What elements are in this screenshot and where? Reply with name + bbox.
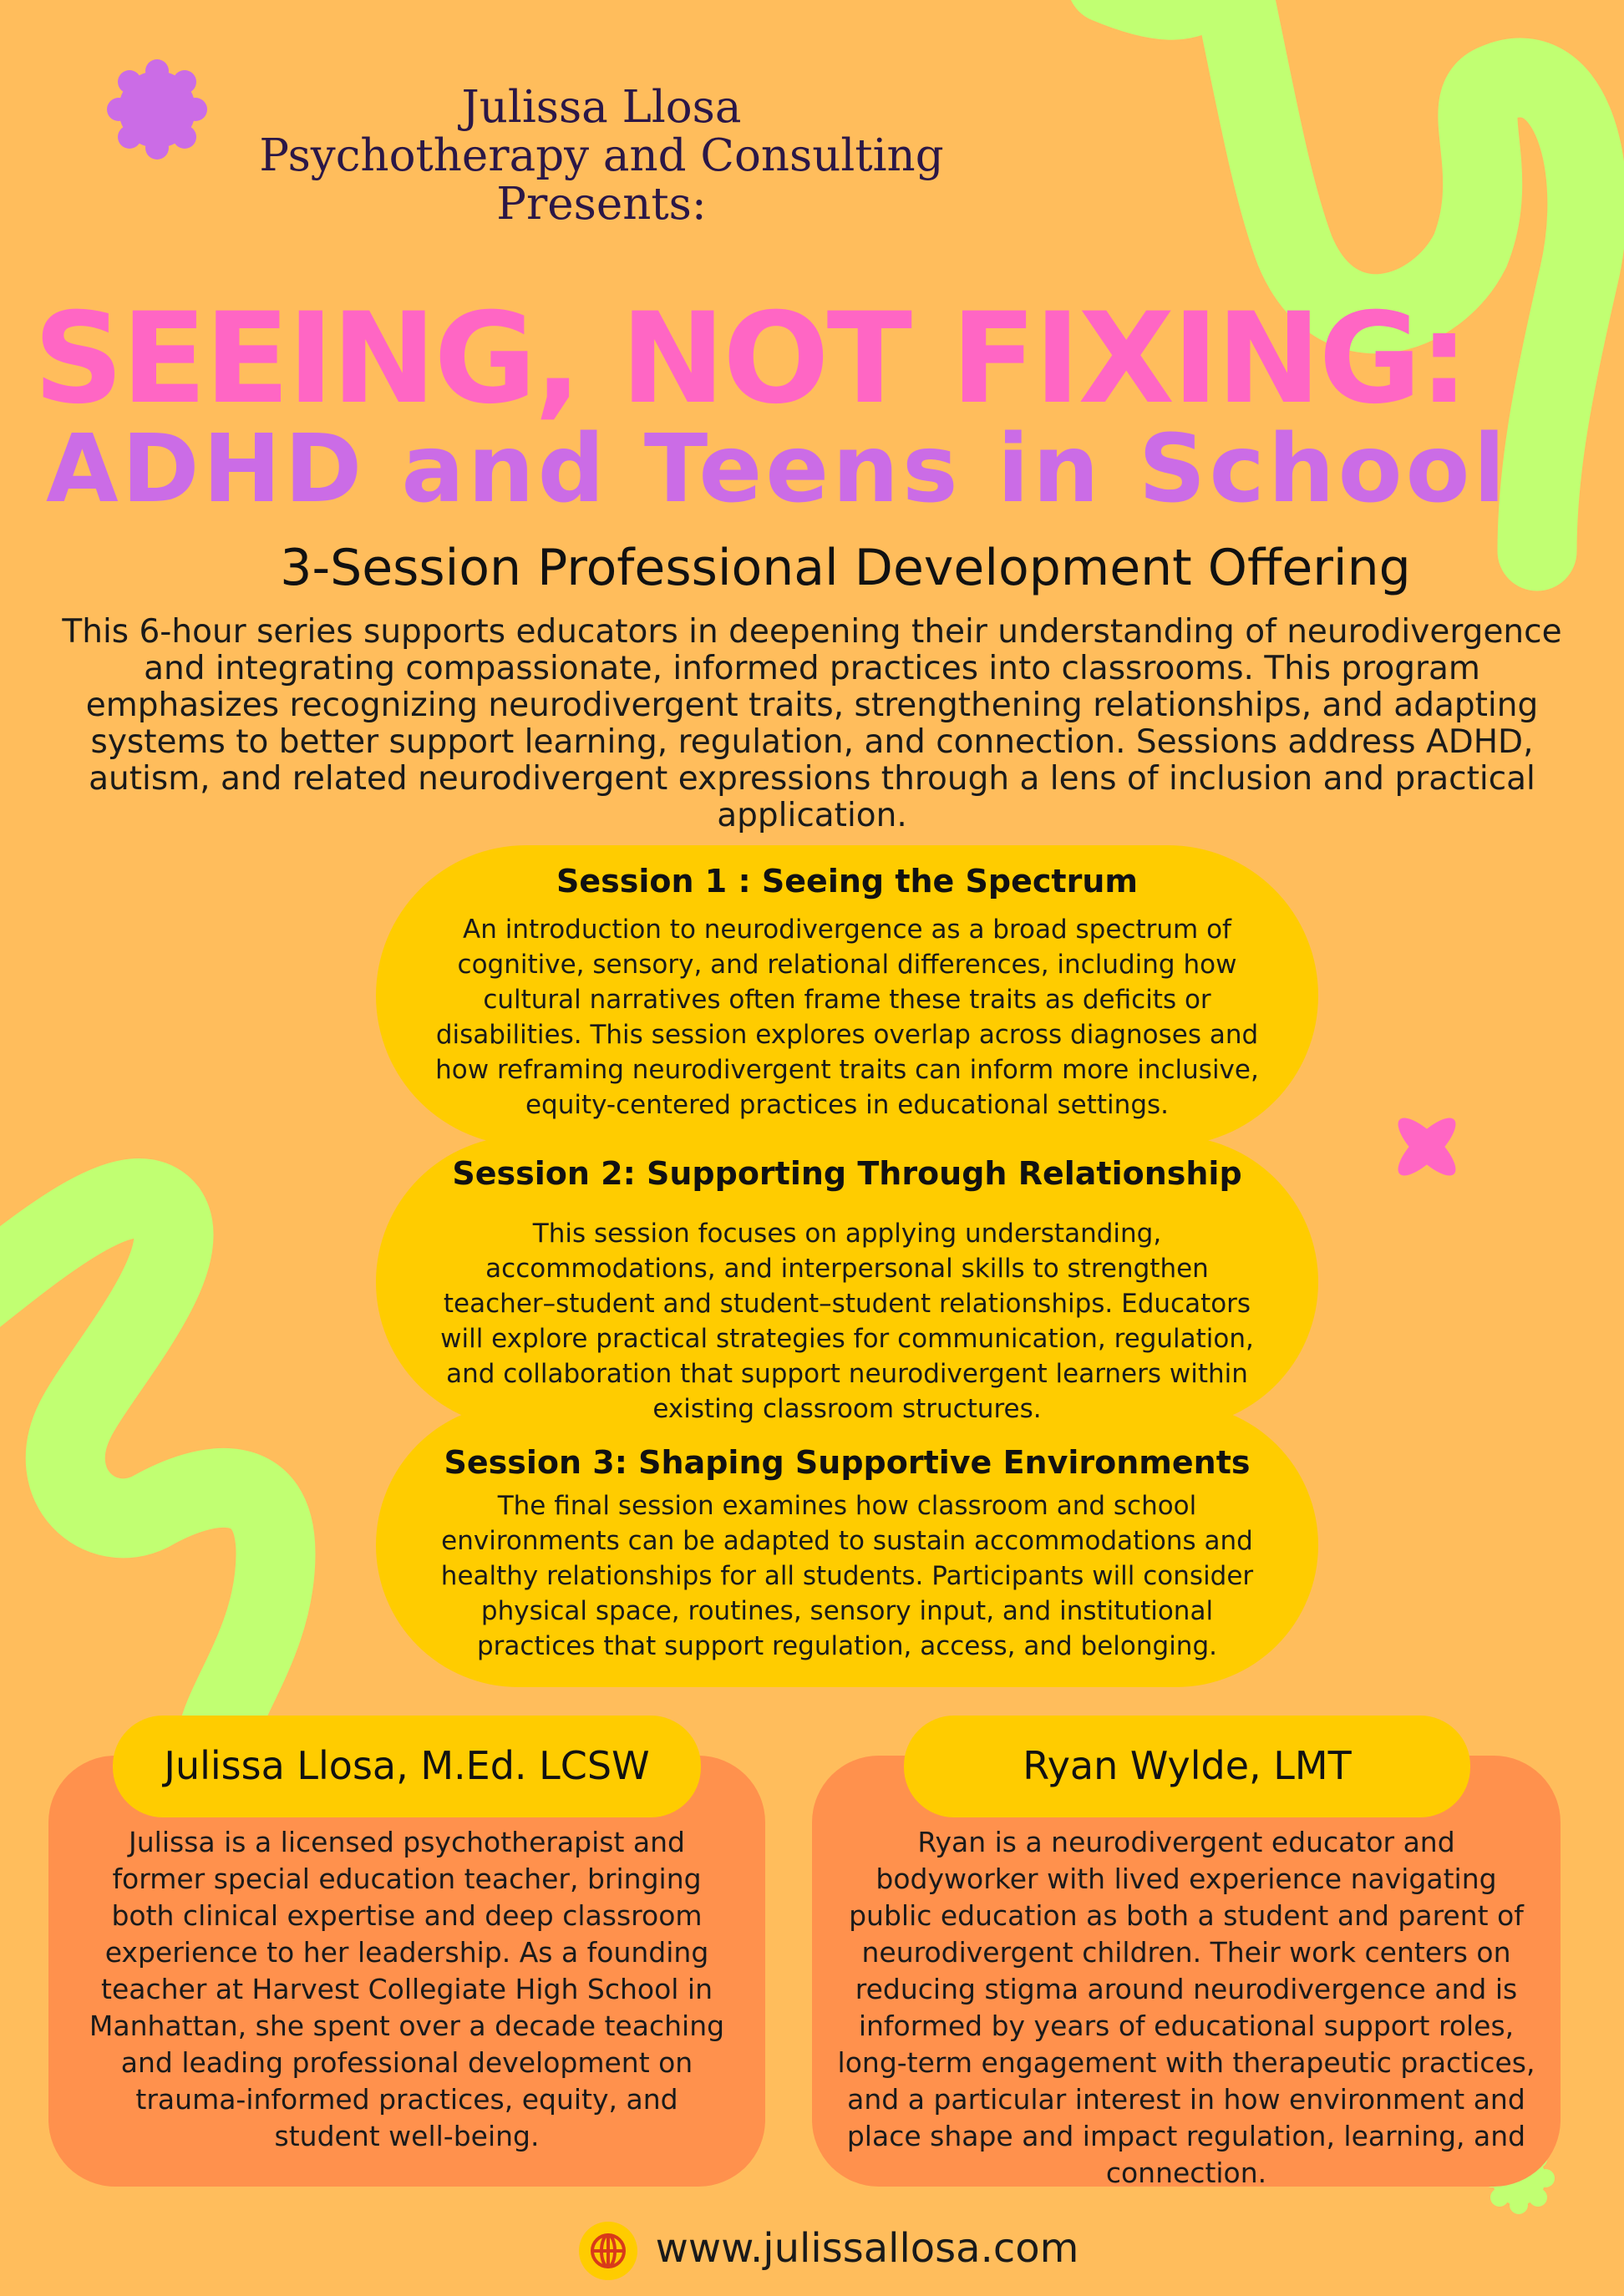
presenter-presents: Presents: [496, 179, 707, 230]
left-squiggle [0, 1198, 276, 1737]
presenter-name: Julissa Llosa [461, 82, 742, 133]
pink-cross-icon [1373, 1092, 1481, 1201]
facilitator-2-bio-card [812, 1756, 1561, 2187]
sub-title: ADHD and Teens in School [46, 415, 1509, 524]
facilitator-2-bio: Ryan is a neurodivergent educator and bodyworker with lived experience navigating public education as both a student and parent of neurodivergent children. Their work centers on reducing stigma around neurodivergence and is informed by years of educational support roles, long-term engagement with therapeutic practices, and a particular interest in how environment and place shape and impact regulation, learning, and connection. [837, 1826, 1535, 2189]
facilitator-1-bio-card [48, 1756, 765, 2187]
session-3-title: Session 3: Shaping Supportive Environments [444, 1444, 1251, 1481]
facilitator-1-name: Julissa Llosa, M.Ed. LCSW [113, 1716, 701, 1817]
session-1-card [376, 845, 1318, 1146]
presenter-heading [0, 84, 1203, 229]
globe-icon [579, 2222, 637, 2280]
session-3-card [376, 1403, 1318, 1687]
offering-subtitle: 3-Session Professional Development Offering [280, 539, 1411, 597]
session-1-title: Session 1 : Seeing the Spectrum [556, 863, 1138, 900]
session-2-description: This session focuses on applying understanding, accommodations, and interpersonal skills to strengthen teacher–student and student–student relationships. Educators will explore practical strategies for communication, regulation, and collaboration that support neurodivergent learners within existing classroom structures. [440, 1219, 1254, 1424]
facilitator-2-name: Ryan Wylde, LMT [904, 1716, 1470, 1817]
website-link[interactable]: www.julissallosa.com [655, 2225, 1079, 2272]
session-2-card [376, 1136, 1318, 1428]
presenter-business: Psychotherapy and Consulting [259, 130, 944, 181]
intro-paragraph: This 6-hour series supports educators in deepening their understanding of neurodivergence and integrating compassionate, informed practices into classrooms. This program emphasizes recognizing neurodivergent traits, strengthening relationships, and adapting systems to better support learning, regulation, and connection. Sessions address ADHD, autism, and related neurodivergent expressions through a lens of inclusion and practical application. [62, 613, 1562, 834]
website-footer[interactable] [0, 2222, 1624, 2280]
session-2-title: Session 2: Supporting Through Relationship [452, 1155, 1242, 1192]
session-1-description: An introduction to neurodivergence as a broad spectrum of cognitive, sensory, and relational differences, including how cultural narratives often frame these traits as deficits or disabilities. This session explores overlap across diagnoses and how reframing neurodivergent traits can inform more inclusive, equity-centered practices in educational settings. [435, 915, 1259, 1120]
main-title: SEEING, NOT FIXING: [33, 286, 1467, 432]
facilitator-1-bio: Julissa is a licensed psychotherapist and former special education teacher, bringing both clinical expertise and deep classroom experience to her leadership. As a founding teacher at Harvest Collegiate High School in Manhattan, she spent over a decade teaching and leading professional development on trauma-informed practices, equity, and student well-being. [89, 1826, 725, 2152]
session-3-description: The final session examines how classroom and school environments can be adapted to sustain accommodations and healthy relationships for all students. Participants will consider physical space, routines, sensory input, and institutional practices that support regulation, access, and belonging. [440, 1491, 1254, 1661]
